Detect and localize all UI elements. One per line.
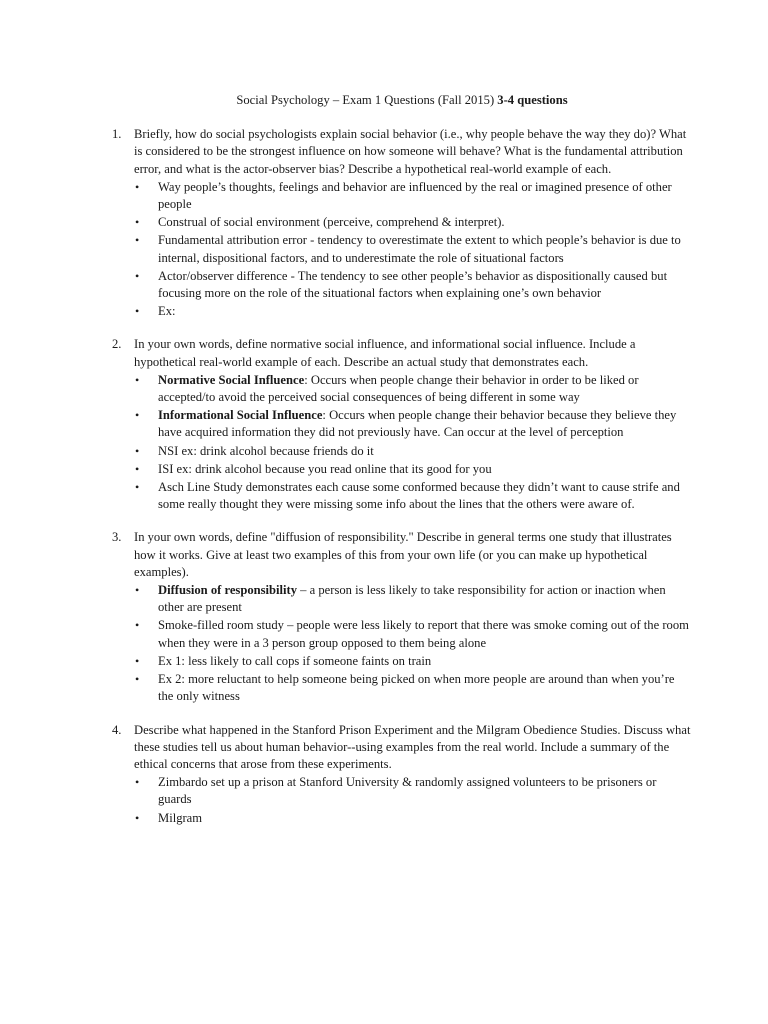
- question-number: 1.: [112, 127, 122, 142]
- bullet-text: Zimbardo set up a prison at Stanford University & randomly assigned volunteers to be prisoners or guards: [158, 775, 657, 807]
- bullet-text: Smoke-filled room study – people were less likely to report that there was smoke coming out of the room when they were in a 3 person group opposed to them being alone: [158, 618, 689, 650]
- title-emphasis: 3-4 questions: [497, 93, 568, 107]
- question-item: [112, 126, 692, 320]
- title-text: Social Psychology – Exam 1 Questions (Fall 2015): [236, 93, 498, 107]
- answer-bullets: [134, 774, 692, 827]
- bullet-item: [134, 179, 692, 213]
- bullet-item: [134, 617, 692, 651]
- bullet-icon: •: [135, 672, 140, 687]
- bullet-item: [134, 653, 692, 670]
- bullet-text: : Occurs when people change their behavior because they believe they have acquired information they did not previously have. Can occur at the level of perception: [158, 408, 677, 440]
- bullet-text: Ex 1: less likely to call cops if someone faints on train: [158, 653, 432, 668]
- answer-bullets: [134, 372, 692, 514]
- bullet-item: [134, 407, 692, 441]
- bullet-icon: •: [135, 653, 140, 668]
- question-text: Briefly, how do social psychologists explain social behavior (i.e., why people behave the way they do)? What is considered to be the strongest influence on how someone will behave? What is the fundamental attribution error, and what is the actor-observer bias? Describe a hypothetical real-world example of each.: [134, 127, 687, 176]
- bullet-text: : Occurs when people change their behavior in order to be liked or accepted/to avoid the perceived social consequences of being different in some way: [158, 372, 639, 405]
- question-number: 3.: [112, 530, 122, 545]
- bullet-text: Ex:: [158, 304, 176, 319]
- bullet-text: – a person is less likely to take responsibility for action or inaction when other are present: [158, 583, 666, 615]
- bullet-icon: •: [135, 443, 140, 458]
- bullet-term: Diffusion of responsibility: [158, 583, 298, 598]
- bullet-text: Asch Line Study demonstrates each cause some conformed because they didn’t want to cause strife and some really thought they were missing some info about the lines that the others were aware of.: [158, 480, 680, 512]
- bullet-item: [134, 479, 692, 513]
- bullet-text: Construal of social environment (perceive, comprehend & interpret).: [158, 215, 505, 230]
- bullet-text: Actor/observer difference - The tendency to see other people’s behavior as dispositionally caused but focusing more on the role of the situational factors when explaining one’s own behavior: [158, 268, 668, 301]
- bullet-item: [134, 810, 692, 827]
- question-item: [112, 722, 692, 827]
- answer-bullets: [134, 179, 692, 321]
- bullet-item: [134, 671, 692, 705]
- bullet-item: [134, 214, 692, 231]
- bullet-icon: •: [135, 372, 140, 387]
- bullet-icon: •: [135, 583, 140, 598]
- bullet-item: [134, 461, 692, 478]
- bullet-icon: •: [135, 480, 140, 495]
- question-number: 4.: [112, 722, 122, 737]
- question-item: [112, 336, 692, 513]
- bullet-term: Informational Social Influence: [158, 408, 323, 423]
- bullet-item: [134, 443, 692, 460]
- bullet-text: Way people’s thoughts, feelings and behavior are influenced by the real or imagined presence of other people: [158, 179, 672, 212]
- bullet-text: Milgram: [158, 810, 203, 825]
- bullet-item: [134, 232, 692, 266]
- bullet-icon: •: [135, 408, 140, 423]
- answer-bullets: [134, 582, 692, 705]
- question-text: In your own words, define "diffusion of responsibility." Describe in general terms one study that illustrates how it works. Give at least two examples of this from your own life (or you can make up hypothetical examples).: [134, 530, 672, 579]
- bullet-text: ISI ex: drink alcohol because you read online that its good for you: [158, 461, 492, 476]
- question-list: [112, 126, 692, 827]
- bullet-icon: •: [135, 810, 140, 825]
- question-text: Describe what happened in the Stanford Prison Experiment and the Milgram Obedience Studies. Discuss what these studies tell us about human behavior--using examples from the real world. Include a summary of the ethical concerns that arose from these experiments.: [134, 722, 691, 771]
- bullet-icon: •: [135, 215, 140, 230]
- bullet-icon: •: [135, 461, 140, 476]
- question-text: In your own words, define normative social influence, and informational social influence. Include a hypothetical real-world example of each. Describe an actual study that demonstrates each.: [134, 337, 636, 369]
- bullet-term: Normative Social Influence: [158, 372, 305, 387]
- question-number: 2.: [112, 337, 122, 352]
- bullet-icon: •: [135, 618, 140, 633]
- bullet-item: [134, 303, 692, 320]
- bullet-icon: •: [135, 775, 140, 790]
- bullet-item: [134, 372, 692, 406]
- bullet-icon: •: [135, 233, 140, 248]
- bullet-icon: •: [135, 304, 140, 319]
- bullet-icon: •: [135, 268, 140, 283]
- bullet-text: Fundamental attribution error - tendency to overestimate the extent to which people’s behavior is due to internal, dispositional factors, and to underestimate the role of situational factors: [158, 233, 681, 265]
- document-title: [112, 92, 692, 109]
- bullet-item: [134, 582, 692, 616]
- bullet-text: Ex 2: more reluctant to help someone being picked on when more people are around than when you’re the only witness: [158, 672, 675, 704]
- question-item: [112, 529, 692, 705]
- bullet-icon: •: [135, 179, 140, 194]
- bullet-text: NSI ex: drink alcohol because friends do it: [158, 443, 374, 458]
- bullet-item: [134, 774, 692, 808]
- bullet-item: [134, 268, 692, 302]
